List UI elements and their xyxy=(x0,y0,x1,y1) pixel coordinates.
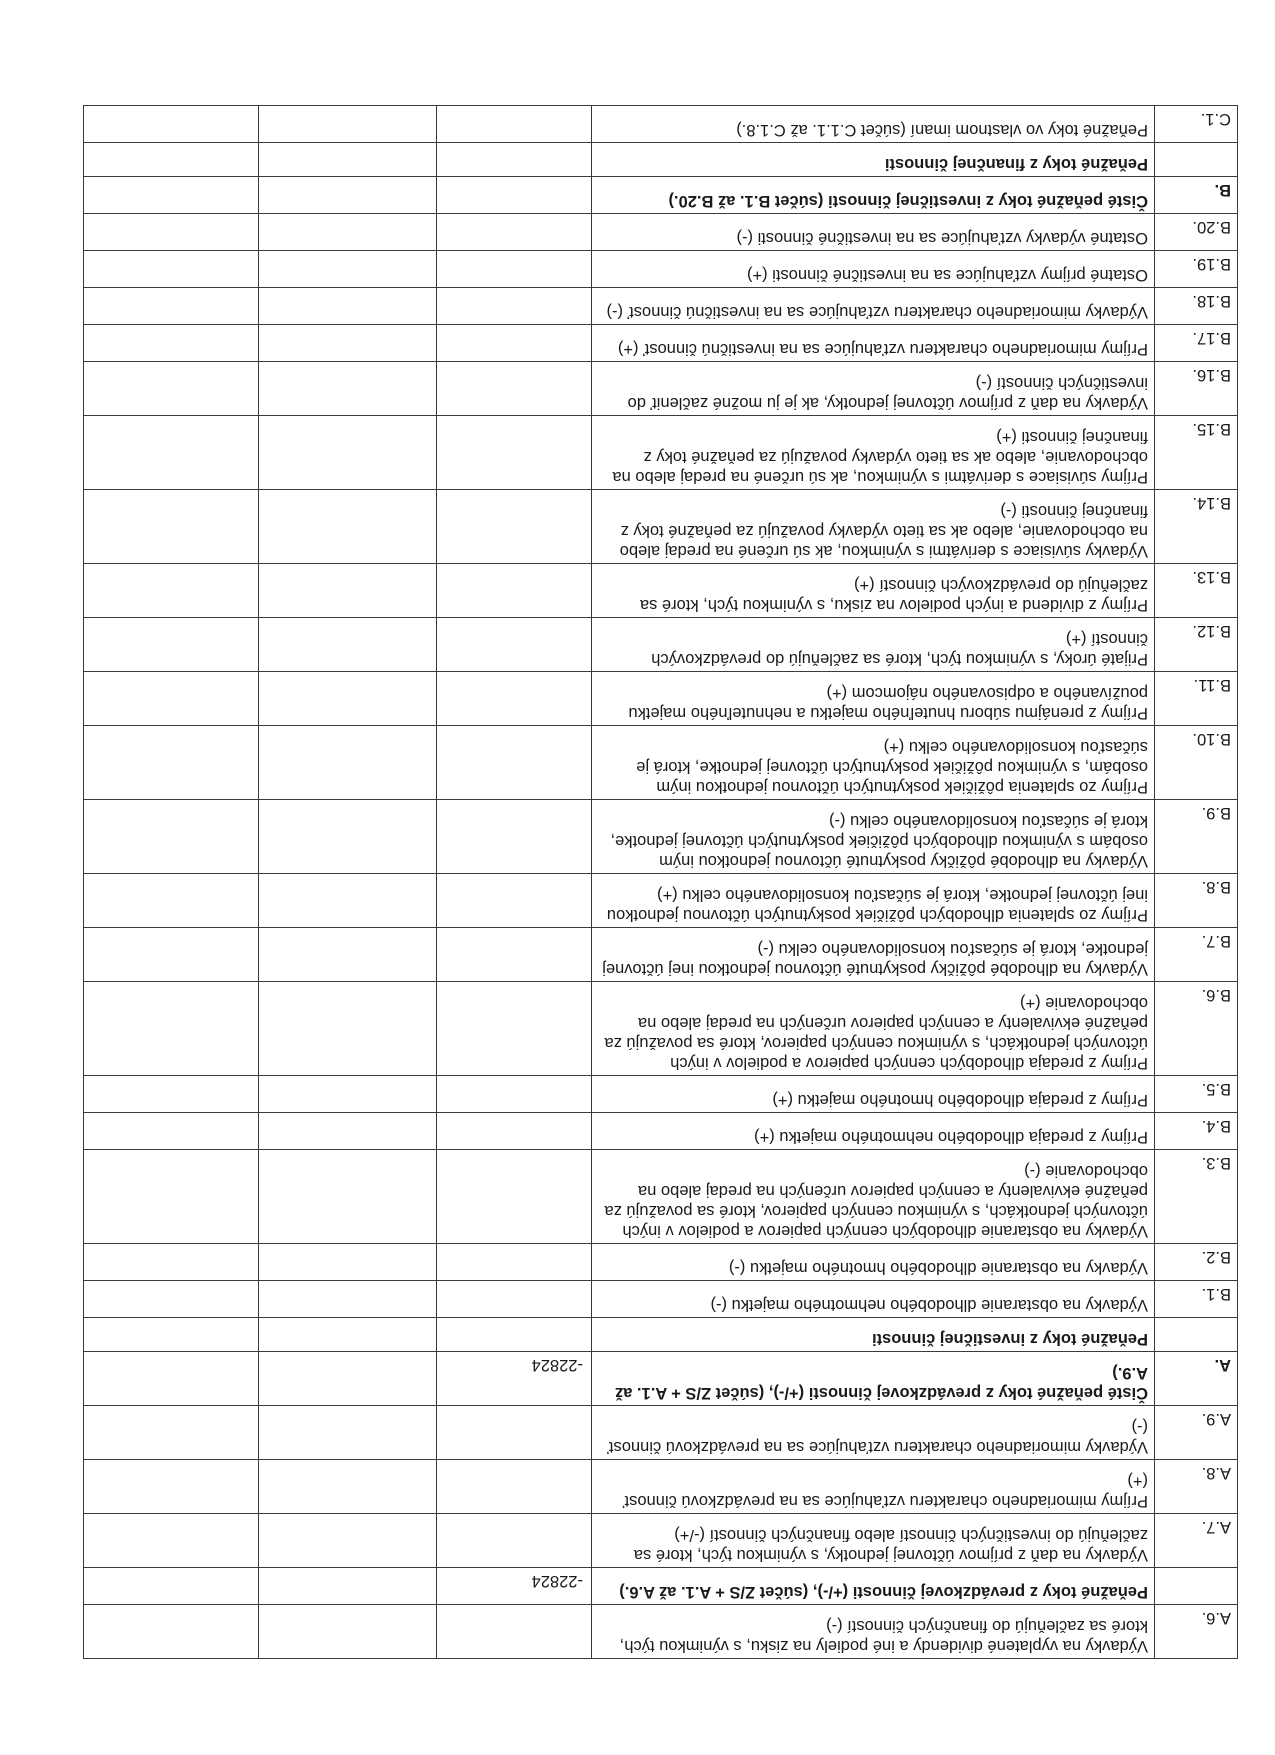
empty-value-cell xyxy=(259,672,437,726)
table-row xyxy=(84,1605,1238,1659)
row-label-cell xyxy=(592,618,1155,672)
row-code-cell xyxy=(1155,928,1238,982)
row-code-cell xyxy=(1155,143,1238,177)
table-row xyxy=(84,362,1238,416)
current-period-cell xyxy=(437,618,592,672)
row-code-cell xyxy=(1155,1076,1238,1113)
current-period-cell xyxy=(437,1460,592,1514)
row-label-cell xyxy=(592,1113,1155,1150)
table-row xyxy=(84,564,1238,618)
current-period-cell xyxy=(437,1113,592,1150)
row-label-cell xyxy=(592,1406,1155,1460)
row-code-cell xyxy=(1155,1352,1238,1406)
row-code-cell xyxy=(1155,1150,1238,1244)
empty-value-cell xyxy=(84,1568,259,1605)
row-label-cell xyxy=(592,251,1155,288)
row-label: Príjmy mimoriadneho charakteru vzťahujúce sa na prevádzkovú činnosť (+) xyxy=(622,1472,1148,1510)
empty-value-cell xyxy=(84,1281,259,1318)
row-code: B.2. xyxy=(1201,1248,1231,1266)
row-label: Prijaté úroky, s výnimkou tých, ktoré sa začleňujú do prevádzkových činností (+) xyxy=(651,630,1148,668)
row-code: B.4. xyxy=(1201,1117,1231,1135)
row-code-cell xyxy=(1155,1514,1238,1568)
table-row xyxy=(84,490,1238,564)
current-period-cell xyxy=(437,143,592,177)
row-code: B.3. xyxy=(1201,1154,1231,1172)
table-row xyxy=(84,672,1238,726)
row-code: B.8. xyxy=(1201,878,1231,896)
empty-value-cell xyxy=(259,1076,437,1113)
empty-value-cell xyxy=(259,800,437,874)
empty-value-cell xyxy=(84,800,259,874)
current-period-cell xyxy=(437,1076,592,1113)
table-row xyxy=(84,325,1238,362)
empty-value-cell xyxy=(84,564,259,618)
row-code-cell xyxy=(1155,726,1238,800)
row-label-cell xyxy=(592,1514,1155,1568)
current-period-cell xyxy=(437,1605,592,1659)
empty-value-cell xyxy=(84,1150,259,1244)
empty-value-cell xyxy=(259,982,437,1076)
table-row xyxy=(84,214,1238,251)
row-code-cell xyxy=(1155,1281,1238,1318)
row-code-cell xyxy=(1155,672,1238,726)
current-period-cell xyxy=(437,874,592,928)
table-row xyxy=(84,1281,1238,1318)
row-code: B.16. xyxy=(1192,366,1231,384)
row-label-cell xyxy=(592,800,1155,874)
row-code: B.20. xyxy=(1192,218,1231,236)
empty-value-cell xyxy=(259,214,437,251)
row-code-cell xyxy=(1155,490,1238,564)
row-label: Peňažné toky z finančnej činnosti xyxy=(884,155,1148,173)
table-row xyxy=(84,618,1238,672)
empty-value-cell xyxy=(84,1514,259,1568)
row-label: Príjmy zo splatenia pôžičiek poskytnutých účtovnou jednotkou iným osobám, s výnimkou pôžičiek poskytnutých účtovnej jednotke, ktorá je súčasťou konsolidovaného celku (+) xyxy=(636,738,1148,796)
empty-value-cell xyxy=(84,1605,259,1659)
row-code-cell xyxy=(1155,982,1238,1076)
row-label: Príjmy z predaja dlhodobých cenných papierov a podielov v iných účtovných jednotkách, s výnimkou cenných papierov, ktoré sa považujú za peňažné ekvivalenty a cenných papierov určených na predaj alebo na obchodovanie (+) xyxy=(604,994,1148,1072)
table-row xyxy=(84,1113,1238,1150)
row-code: A.8. xyxy=(1201,1464,1231,1482)
empty-value-cell xyxy=(259,1406,437,1460)
empty-value-cell xyxy=(84,618,259,672)
row-label-cell xyxy=(592,726,1155,800)
row-label-cell xyxy=(592,288,1155,325)
row-code: B.10. xyxy=(1192,730,1231,748)
row-code: B.7. xyxy=(1201,932,1231,950)
table-row xyxy=(84,1150,1238,1244)
current-period-cell xyxy=(437,288,592,325)
current-period-cell xyxy=(437,1568,592,1605)
table-row xyxy=(84,1460,1238,1514)
empty-value-cell xyxy=(259,143,437,177)
row-code-cell xyxy=(1155,874,1238,928)
row-label-cell xyxy=(592,214,1155,251)
row-label: Peňažné toky vo vlastnom imaní (súčet C.1.1. až C.1.8.) xyxy=(736,121,1148,139)
empty-value-cell xyxy=(84,143,259,177)
row-label-cell xyxy=(592,672,1155,726)
empty-value-cell xyxy=(259,1514,437,1568)
empty-value-cell xyxy=(259,288,437,325)
row-code: B.5. xyxy=(1201,1080,1231,1098)
row-label: Výdavky na obstaranie dlhodobých cenných papierov a podielov v iných účtovných jednotkách, s výnimkou cenných papierov, ktoré sa považujú za peňažné ekvivalenty a cenných papierov určených na predaj alebo na obchodovanie (-) xyxy=(604,1162,1148,1240)
table-row xyxy=(84,1568,1238,1605)
empty-value-cell xyxy=(84,982,259,1076)
current-period-cell xyxy=(437,800,592,874)
row-label-cell xyxy=(592,564,1155,618)
row-code: B.15. xyxy=(1192,420,1231,438)
empty-value-cell xyxy=(259,177,437,214)
row-code-cell xyxy=(1155,1318,1238,1352)
row-label: Výdavky na daň z príjmov účtovnej jednotky, ak je ju možné začleniť do investičných činností (-) xyxy=(627,374,1148,412)
empty-value-cell xyxy=(259,1605,437,1659)
empty-value-cell xyxy=(259,490,437,564)
row-label: Príjmy z dividend a iných podielov na zisku, s výnimkou tých, ktoré sa začleňujú do prevádzkových činností (+) xyxy=(639,576,1148,614)
row-code-cell xyxy=(1155,564,1238,618)
row-code: B.19. xyxy=(1192,255,1231,273)
row-label: Príjmy z predaja dlhodobého nehmotného majetku (+) xyxy=(754,1128,1148,1146)
row-label: Ostatné príjmy vzťahujúce sa na investičné činnosti (+) xyxy=(747,266,1148,284)
empty-value-cell xyxy=(84,1460,259,1514)
row-code-cell xyxy=(1155,325,1238,362)
current-period-cell xyxy=(437,1150,592,1244)
row-code-cell xyxy=(1155,416,1238,490)
row-code-cell xyxy=(1155,1605,1238,1659)
table-row xyxy=(84,106,1238,143)
current-period-cell xyxy=(437,1352,592,1406)
current-period-value: -22824 xyxy=(531,1356,583,1374)
current-period-cell xyxy=(437,672,592,726)
row-label-cell xyxy=(592,143,1155,177)
empty-value-cell xyxy=(84,1113,259,1150)
table-row xyxy=(84,143,1238,177)
row-code-cell xyxy=(1155,1406,1238,1460)
table-row xyxy=(84,1514,1238,1568)
table-row xyxy=(84,177,1238,214)
empty-value-cell xyxy=(259,1460,437,1514)
row-code: B.11. xyxy=(1193,676,1231,694)
cash-flow-table xyxy=(83,105,1238,1659)
row-label-cell xyxy=(592,177,1155,214)
current-period-cell xyxy=(437,928,592,982)
row-code-cell xyxy=(1155,1460,1238,1514)
row-code: B.9. xyxy=(1201,804,1231,822)
row-label-cell xyxy=(592,1352,1155,1406)
row-label: Peňažné toky z investičnej činnosti xyxy=(872,1330,1148,1348)
table-row xyxy=(84,416,1238,490)
table-row xyxy=(84,800,1238,874)
row-label-cell xyxy=(592,874,1155,928)
table-row xyxy=(84,928,1238,982)
row-label: Výdavky na dlhodobé pôžičky poskytnuté účtovnou jednotkou iným osobám s výnimkou dlhodobých pôžičiek poskytnutých účtovnej jednotke, ktorá je súčasťou konsolidovaného celku (-) xyxy=(610,812,1148,870)
empty-value-cell xyxy=(84,325,259,362)
empty-value-cell xyxy=(259,325,437,362)
row-code: A. xyxy=(1214,1356,1231,1374)
table-row xyxy=(84,251,1238,288)
row-label-cell xyxy=(592,1281,1155,1318)
current-period-cell xyxy=(437,1281,592,1318)
empty-value-cell xyxy=(84,214,259,251)
current-period-value: -22824 xyxy=(531,1572,583,1590)
empty-value-cell xyxy=(84,1352,259,1406)
row-code: A.9. xyxy=(1201,1410,1231,1428)
current-period-cell xyxy=(437,1514,592,1568)
row-label-cell xyxy=(592,1076,1155,1113)
empty-value-cell xyxy=(259,874,437,928)
row-label: Výdavky súvisiace s derivátmi s výnimkou, ak sú určené na predaj alebo na obchodovanie, alebo ak sa tieto výdavky považujú za peňažné toky z finančnej činnosti (-) xyxy=(619,502,1148,560)
row-label: Čisté peňažné toky z prevádzkovej činnosti (+/-), (súčet Z/S + A.1. až A.9.) xyxy=(614,1364,1148,1402)
empty-value-cell xyxy=(84,490,259,564)
row-code: B.17. xyxy=(1192,329,1231,347)
row-code-cell xyxy=(1155,106,1238,143)
table-row xyxy=(84,1244,1238,1281)
row-label-cell xyxy=(592,106,1155,143)
current-period-cell xyxy=(437,982,592,1076)
table-row xyxy=(84,1352,1238,1406)
row-code-cell xyxy=(1155,362,1238,416)
row-label: Príjmy súvisiace s derivátmi s výnimkou, ak sú určené na predaj alebo na obchodovanie, alebo ak sa tieto výdavky považujú za peňažné toky z finančnej činnosti (+) xyxy=(612,428,1148,486)
empty-value-cell xyxy=(84,1406,259,1460)
table-row xyxy=(84,288,1238,325)
row-label-cell xyxy=(592,416,1155,490)
row-label: Príjmy z predaja dlhodobého hmotného majetku (+) xyxy=(772,1091,1148,1109)
current-period-cell xyxy=(437,1406,592,1460)
empty-value-cell xyxy=(259,564,437,618)
empty-value-cell xyxy=(259,251,437,288)
row-label-cell xyxy=(592,490,1155,564)
empty-value-cell xyxy=(259,1352,437,1406)
empty-value-cell xyxy=(259,726,437,800)
row-label-cell xyxy=(592,1568,1155,1605)
current-period-cell xyxy=(437,564,592,618)
row-code-cell xyxy=(1155,1113,1238,1150)
empty-value-cell xyxy=(259,928,437,982)
current-period-cell xyxy=(437,1318,592,1352)
empty-value-cell xyxy=(259,1113,437,1150)
row-label-cell xyxy=(592,982,1155,1076)
row-label: Výdavky na obstaranie dlhodobého hmotného majetku (-) xyxy=(728,1259,1148,1277)
current-period-cell xyxy=(437,214,592,251)
row-label-cell xyxy=(592,1150,1155,1244)
row-code-cell xyxy=(1155,251,1238,288)
empty-value-cell xyxy=(84,251,259,288)
row-label: Výdavky na daň z príjmov účtovnej jednotky, s výnimkou tých, ktoré sa začleňujú do investičných činností alebo finančných činností (-/+) xyxy=(633,1526,1148,1564)
empty-value-cell xyxy=(259,1568,437,1605)
empty-value-cell xyxy=(259,1281,437,1318)
row-label-cell xyxy=(592,362,1155,416)
empty-value-cell xyxy=(84,1318,259,1352)
empty-value-cell xyxy=(259,618,437,672)
empty-value-cell xyxy=(259,1150,437,1244)
current-period-cell xyxy=(437,1244,592,1281)
row-code-cell xyxy=(1155,618,1238,672)
table-row xyxy=(84,1406,1238,1460)
empty-value-cell xyxy=(84,362,259,416)
row-label: Peňažné toky z prevádzkovej činnosti (+/-), (súčet Z/S + A.1. až A.6.) xyxy=(619,1583,1148,1601)
row-label: Príjmy zo splatenia dlhodobých pôžičiek poskytnutých účtovnou jednotkou inej účtovnej jednotke, ktorá je súčasťou konsolidovaného celku (+) xyxy=(606,886,1148,924)
row-label: Výdavky na obstaranie dlhodobého nehmotného majetku (-) xyxy=(710,1296,1148,1314)
table-row xyxy=(84,982,1238,1076)
row-code-cell xyxy=(1155,1244,1238,1281)
empty-value-cell xyxy=(84,177,259,214)
row-label-cell xyxy=(592,1244,1155,1281)
row-label-cell xyxy=(592,928,1155,982)
current-period-cell xyxy=(437,490,592,564)
empty-value-cell xyxy=(84,288,259,325)
empty-value-cell xyxy=(84,726,259,800)
row-code-cell xyxy=(1155,288,1238,325)
empty-value-cell xyxy=(259,1244,437,1281)
table-row xyxy=(84,874,1238,928)
empty-value-cell xyxy=(84,1244,259,1281)
row-code: B.13. xyxy=(1192,568,1231,586)
row-label: Ostatné výdavky vzťahujúce sa na investičné činnosti (-) xyxy=(736,229,1148,247)
row-code: B. xyxy=(1214,181,1231,199)
row-label-cell xyxy=(592,1318,1155,1352)
empty-value-cell xyxy=(259,362,437,416)
empty-value-cell xyxy=(84,672,259,726)
row-label: Výdavky mimoriadneho charakteru vzťahujúce sa na prevádzkovú činnosť (-) xyxy=(607,1418,1148,1456)
row-code-cell xyxy=(1155,177,1238,214)
row-label-cell xyxy=(592,325,1155,362)
row-label-cell xyxy=(592,1605,1155,1659)
empty-value-cell xyxy=(84,416,259,490)
table-row xyxy=(84,1076,1238,1113)
row-label: Výdavky mimoriadneho charakteru vzťahujúce sa na investičnú činnosť (-) xyxy=(606,303,1148,321)
row-code: C.1. xyxy=(1200,110,1231,128)
row-label: Výdavky na dlhodobé pôžičky poskytnuté účtovnou jednotkou inej účtovnej jednotke, ktorá je súčasťou konsolidovaného celku (-) xyxy=(602,940,1148,978)
empty-value-cell xyxy=(84,106,259,143)
row-label-cell xyxy=(592,1460,1155,1514)
empty-value-cell xyxy=(84,1076,259,1113)
row-code: B.6. xyxy=(1201,986,1231,1004)
current-period-cell xyxy=(437,362,592,416)
row-code-cell xyxy=(1155,214,1238,251)
row-code: B.1. xyxy=(1201,1285,1231,1303)
empty-value-cell xyxy=(84,874,259,928)
row-code: B.12. xyxy=(1192,622,1231,640)
row-code-cell xyxy=(1155,1568,1238,1605)
current-period-cell xyxy=(437,251,592,288)
current-period-cell xyxy=(437,416,592,490)
empty-value-cell xyxy=(84,928,259,982)
row-code: B.14. xyxy=(1192,494,1231,512)
current-period-cell xyxy=(437,177,592,214)
current-period-cell xyxy=(437,726,592,800)
empty-value-cell xyxy=(259,1318,437,1352)
row-code: A.7. xyxy=(1201,1518,1231,1536)
table-row xyxy=(84,726,1238,800)
empty-value-cell xyxy=(259,106,437,143)
current-period-cell xyxy=(437,106,592,143)
row-label: Čisté peňažné toky z investičnej činnosti (súčet B.1. až B.20.) xyxy=(668,192,1148,210)
current-period-cell xyxy=(437,325,592,362)
row-code: B.18. xyxy=(1192,292,1231,310)
row-label: Príjmy z prenájmu súboru hnuteľného majetku a nehnuteľného majetku používaného a odpisovaného nájomcom (+) xyxy=(628,684,1148,722)
row-code-cell xyxy=(1155,800,1238,874)
table-row xyxy=(84,1318,1238,1352)
empty-value-cell xyxy=(259,416,437,490)
row-code: A.6. xyxy=(1201,1609,1231,1627)
row-label: Výdavky na vyplatené dividendy a iné podiely na zisku, s výnimkou tých, ktoré sa začleňujú do finančných činností (-) xyxy=(619,1617,1148,1655)
row-label: Príjmy mimoriadneho charakteru vzťahujúce sa na investičnú činnosť (+) xyxy=(617,340,1148,358)
